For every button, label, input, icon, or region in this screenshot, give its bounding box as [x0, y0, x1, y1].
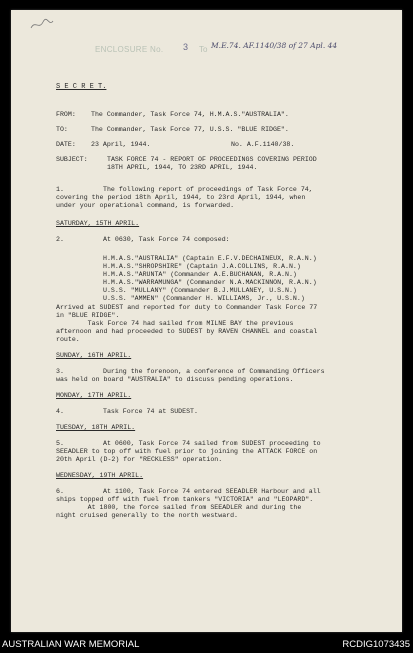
secret-title: S E C R E T.: [56, 83, 107, 91]
section-heading: WEDNESDAY, 19TH APRIL.: [56, 472, 144, 479]
para-6-line: At 1100, Task Force 74 entered SEEADLER Harbour and all: [103, 488, 321, 495]
footer-institution: AUSTRALIAN WAR MEMORIAL: [2, 639, 140, 650]
para-6-line: At 1800, the force sailed from SEEADLER and during the: [56, 504, 302, 511]
para-2-line: in "BLUE RIDGE".: [56, 312, 120, 319]
para-2-line: route.: [56, 336, 80, 343]
footer-bar: [0, 637, 413, 653]
enclosure-stamp-label: ENCLOSURE No.: [95, 45, 164, 54]
from-value: The Commander, Task Force 74, H.M.A.S."AUSTRALIA".: [91, 111, 289, 118]
ship-entry: H.M.A.S."AUSTRALIA" (Captain E.F.V.DECHAINEUX, R.A.N.): [103, 255, 317, 262]
para-4-number: 4.: [56, 408, 64, 415]
ship-entry: H.M.A.S."WARRAMUNGA" (Commander N.A.MACKINNON, R.A.N.): [103, 279, 317, 286]
handwritten-reference: M.E.74. AF.1140/38 of 27 Apl. 44: [211, 41, 338, 50]
para-1-line: under your operational command, is forwarded.: [56, 202, 235, 209]
para-1-number: 1.: [56, 186, 64, 193]
para-6-number: 6.: [56, 488, 64, 495]
subject-line-2: 18TH APRIL, 1944, TO 23RD APRIL, 1944.: [107, 164, 258, 171]
document-page: [11, 10, 402, 632]
para-6-line: night cruised generally to the north westward.: [56, 512, 239, 519]
para-2-number: 2.: [56, 236, 64, 243]
para-2-line: Task Force 74 had sailed from MILNE BAY the previous: [56, 320, 294, 327]
reference-number: No. A.F.1140/38.: [231, 141, 295, 148]
ship-entry: H.M.A.S."SHROPSHIRE" (Captain J.A.COLLINS, R.A.N.): [103, 263, 301, 270]
enclosure-number: 3: [183, 42, 189, 52]
para-2-line: Arrived at SUDEST and reported for duty to Commander Task Force 77: [56, 304, 318, 311]
para-1-line: covering the period 18th April, 1944, to 23rd April, 1944, when: [56, 194, 306, 201]
para-3-number: 3.: [56, 368, 64, 375]
para-4-line: Task Force 74 at SUDEST.: [103, 408, 198, 415]
date-value: 23 April, 1944.: [91, 141, 151, 148]
para-1-line: The following report of proceedings of Task Force 74,: [103, 186, 313, 193]
section-heading: TUESDAY, 18TH APRIL.: [56, 424, 136, 431]
para-5-number: 5.: [56, 440, 64, 447]
ship-entry: U.S.S. "MULLANY" (Commander B.J.MULLANEY, U.S.N.): [103, 287, 297, 294]
from-label: FROM:: [56, 111, 76, 118]
subject-label: SUBJECT:: [56, 156, 88, 163]
para-2-line: afternoon and had proceeded to SUDEST by RAVEN CHANNEL and coastal: [56, 328, 318, 335]
pencil-mark: [29, 18, 55, 32]
ship-entry: H.M.A.S."ARUNTA" (Commander A.E.BUCHANAN, R.A.N.): [103, 271, 297, 278]
section-heading: SUNDAY, 16TH APRIL.: [56, 352, 132, 359]
ship-entry: U.S.S. "AMMEN" (Commander H. WILLIAMS, Jr., U.S.N.): [103, 295, 305, 302]
section-heading: SATURDAY, 15TH APRIL.: [56, 220, 140, 227]
para-5-line: 20th April (D-2) for "RECKLESS" operation.: [56, 456, 223, 463]
para-3-line: was held on board "AUSTRALIA" to discuss pending operations.: [56, 376, 294, 383]
para-5-line: SEEADLER to top off with fuel prior to joining the ATTACK FORCE on: [56, 448, 318, 455]
para-6-line: ships topped off with fuel from tankers "VICTORIA" and "LEOPARD".: [56, 496, 314, 503]
to-value: The Commander, Task Force 77, U.S.S. "BLUE RIDGE".: [91, 126, 289, 133]
para-2-intro: At 0630, Task Force 74 composed:: [103, 236, 230, 243]
enclosure-to-label: To: [199, 45, 208, 54]
to-label: TO:: [56, 126, 68, 133]
date-label: DATE:: [56, 141, 76, 148]
footer-record-id: RCDIG1073435: [342, 639, 410, 650]
para-5-line: At 0600, Task Force 74 sailed from SUDEST proceeding to: [103, 440, 321, 447]
para-3-line: During the forenoon, a conference of Commanding Officers: [103, 368, 325, 375]
subject-line-1: TASK FORCE 74 - REPORT OF PROCEEDINGS COVERING PERIOD: [107, 156, 317, 163]
section-heading: MONDAY, 17TH APRIL.: [56, 392, 132, 399]
